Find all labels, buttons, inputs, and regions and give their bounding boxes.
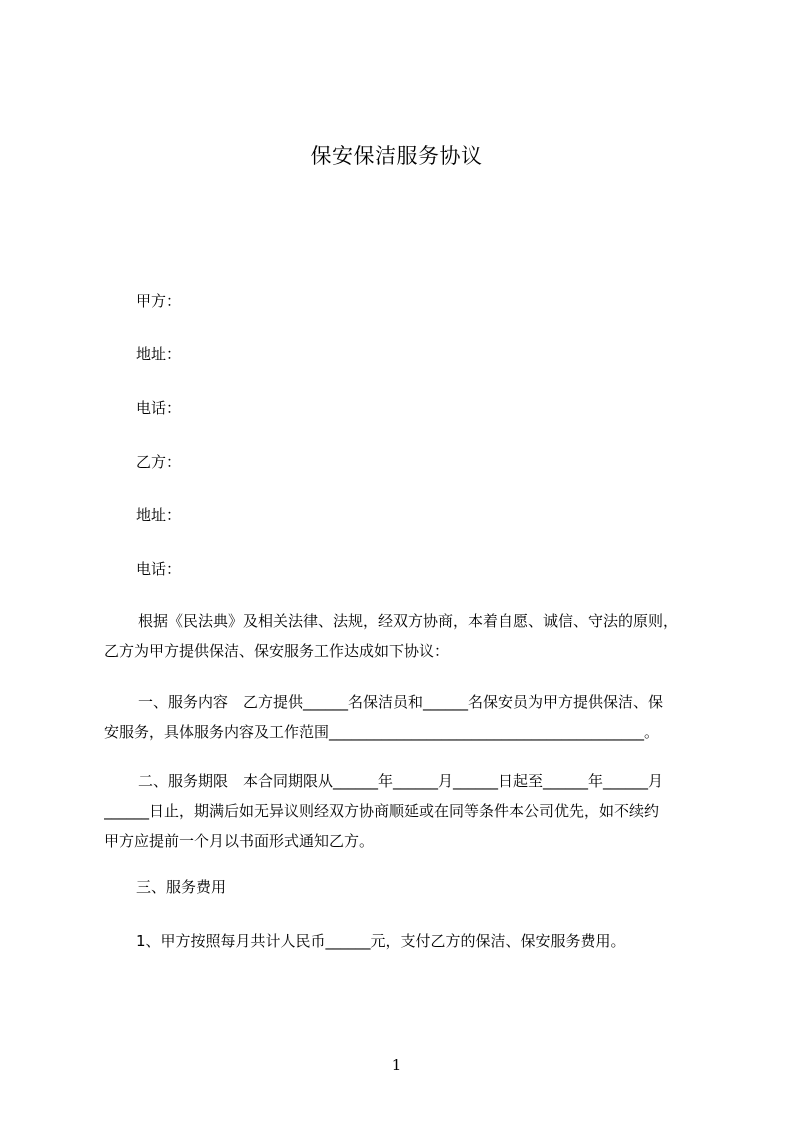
- document-title: 保安保洁服务协议: [310, 144, 483, 168]
- party-a-address-label: 地址：: [136, 345, 182, 363]
- service-content-line-1: 一、服务内容 乙方提供______名保洁员和______名保安员为甲方提供保洁、保: [138, 693, 664, 711]
- service-term-line-1: 二、服务期限 本合同期限从______年______月______日起至______年______月: [138, 772, 664, 790]
- party-b-phone-label: 电话：: [136, 560, 182, 578]
- service-content-line-2: 安服务，具体服务内容及工作范围__________________________________________。: [104, 723, 660, 741]
- party-b-address-label: 地址：: [136, 506, 182, 524]
- service-fee-heading: 三、服务费用: [136, 878, 227, 896]
- service-content-section: [104, 687, 704, 747]
- intro-line-1: 根据《民法典》及相关法律、法规，经双方协商，本着自愿、诚信、守法的原则，: [138, 612, 679, 630]
- page-number: 1: [391, 1056, 402, 1074]
- party-b-name-label: 乙方：: [136, 453, 182, 471]
- service-term-line-2: ______日止，期满后如无异议则经双方协商顺延或在同等条件本公司优先，如不续约: [104, 802, 660, 820]
- party-a-name-label: 甲方：: [136, 292, 182, 310]
- service-fee-item-1: 1、甲方按照每月共计人民币______元，支付乙方的保洁、保安服务费用。: [136, 932, 626, 950]
- intro-paragraph: [104, 606, 704, 666]
- party-a-phone-label: 电话：: [136, 399, 182, 417]
- intro-line-2: 乙方为甲方提供保洁、保安服务工作达成如下协议：: [104, 642, 450, 660]
- service-term-line-3: 甲方应提前一个月以书面形式通知乙方。: [104, 832, 375, 850]
- service-term-section: [104, 766, 704, 856]
